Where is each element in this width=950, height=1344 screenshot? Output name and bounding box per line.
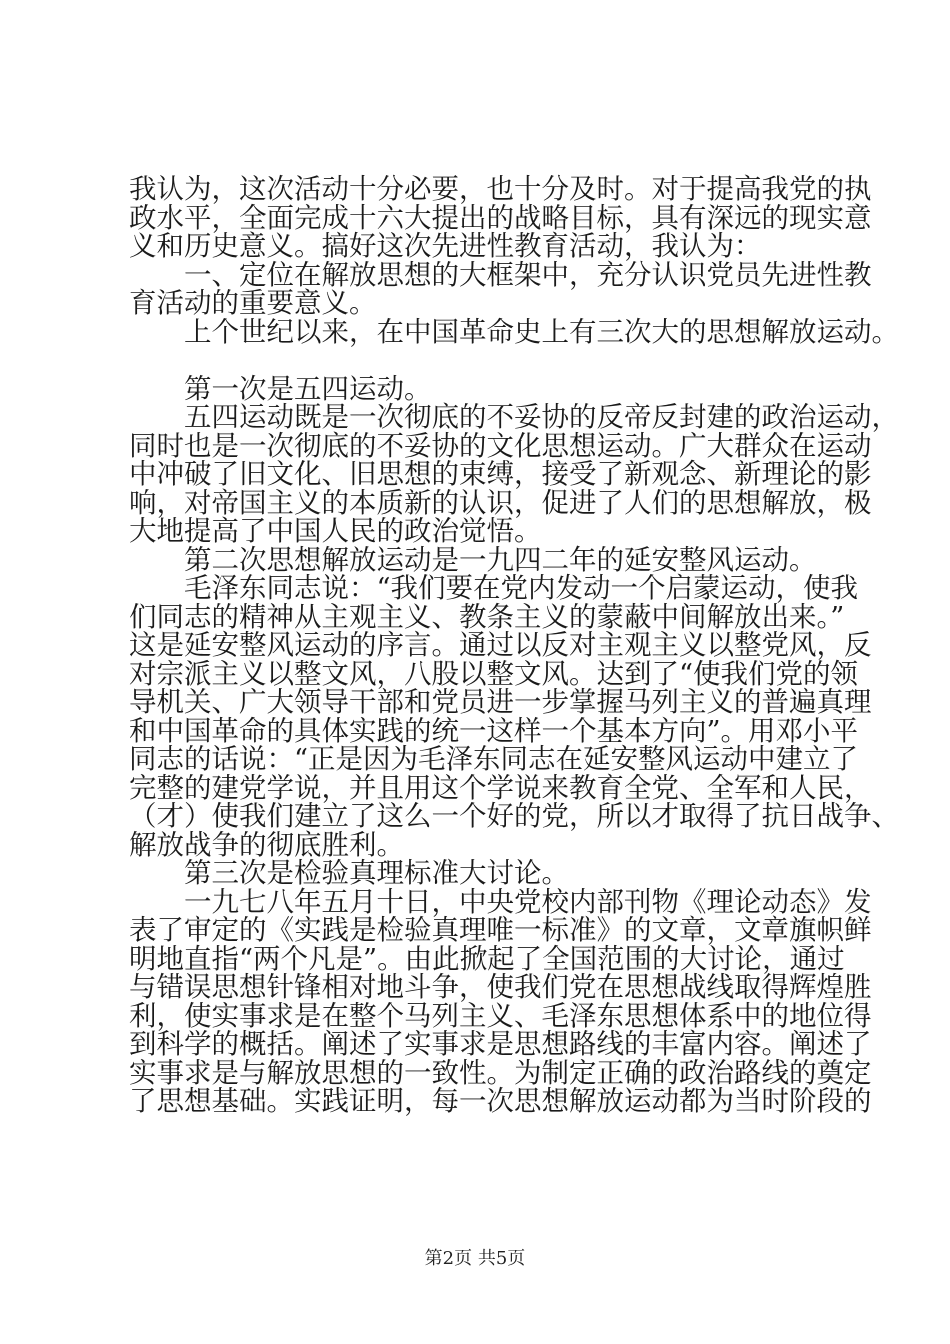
text-line: 这是延安整风运动的序言。通过以反对主观主义以整党风，反 bbox=[129, 629, 872, 661]
text-line: 了思想基础。实践证明，每一次思想解放运动都为当时阶段的 bbox=[129, 1085, 872, 1117]
text-line: 表了审定的《实践是检验真理唯一标准》的文章，文章旗帜鲜 bbox=[129, 914, 872, 946]
text-line: 一九七八年五月十日，中央党校内部刊物《理论动态》发 bbox=[129, 885, 872, 918]
document-body bbox=[129, 173, 899, 1117]
paragraph-gap bbox=[129, 346, 839, 375]
text-line: 大地提高了中国人民的政治觉悟。 bbox=[129, 515, 542, 547]
text-line: 一、定位在解放思想的大框架中，充分认识党员先进性教 bbox=[129, 258, 872, 291]
text-line: 同时也是一次彻底的不妥协的文化思想运动。广大群众在运动 bbox=[129, 429, 872, 462]
text-line: 第一次是五四运动。 bbox=[129, 372, 432, 405]
text-line: 们同志的精神从主观主义、教条主义的蒙蔽中间解放出来。” bbox=[129, 600, 845, 633]
text-line: 对宗派主义以整文风，八股以整文风。达到了“使我们党的领 bbox=[129, 657, 859, 690]
text-line: 毛泽东同志说：“我们要在党内发动一个启蒙运动，使我 bbox=[129, 572, 859, 604]
text-line: 与错误思想针锋相对地斗争，使我们党在思想战线取得辉煌胜 bbox=[129, 971, 872, 1003]
text-line: 实事求是与解放思想的一致性。为制定正确的政治路线的奠定 bbox=[129, 1056, 872, 1089]
text-line: 导机关、广大领导干部和党员进一步掌握马列主义的普遍真理 bbox=[129, 686, 872, 718]
text-line: 完整的建党学说，并且用这个学说来教育全党、全军和人民， bbox=[129, 771, 872, 804]
text-line: 第二次思想解放运动是一九四二年的延安整风运动。 bbox=[129, 543, 817, 576]
text-line: 中冲破了旧文化、旧思想的束缚，接受了新观念、新理论的影 bbox=[129, 458, 872, 490]
text-line: 上个世纪以来，在中国革命史上有三次大的思想解放运动。 bbox=[129, 315, 899, 348]
text-line: 政水平，全面完成十六大提出的战略目标，具有深远的现实意 bbox=[129, 201, 872, 234]
text-line: 和中国革命的具体实践的统一这样一个基本方向”。用邓小平 bbox=[129, 714, 859, 747]
text-line: 我认为，这次活动十分必要，也十分及时。对于提高我党的执 bbox=[129, 173, 872, 205]
text-line: 解放战争的彻底胜利。 bbox=[129, 828, 404, 861]
text-line: 第三次是检验真理标准大讨论。 bbox=[129, 857, 569, 889]
text-line: （才）使我们建立了这么一个好的党，所以才取得了抗日战争、 bbox=[129, 800, 899, 832]
text-line: 义和历史意义。搞好这次先进性教育活动，我认为： bbox=[129, 230, 762, 262]
text-line: 利，使实事求是在整个马列主义、毛泽东思想体系中的地位得 bbox=[129, 999, 872, 1032]
page-number-footer: 第2页 共5页 bbox=[424, 1248, 526, 1269]
text-line: 响，对帝国主义的本质新的认识，促进了人们的思想解放，极 bbox=[129, 486, 872, 519]
text-line: 明地直指“两个凡是”。由此掀起了全国范围的大讨论，通过 bbox=[129, 942, 845, 975]
text-line: 到科学的概括。阐述了实事求是思想路线的丰富内容。阐述了 bbox=[129, 1028, 872, 1060]
text-line: 五四运动既是一次彻底的不妥协的反帝反封建的政治运动， bbox=[129, 401, 899, 433]
text-line: 育活动的重要意义。 bbox=[129, 287, 377, 319]
text-line: 同志的话说：“正是因为毛泽东同志在延安整风运动中建立了 bbox=[129, 743, 859, 775]
